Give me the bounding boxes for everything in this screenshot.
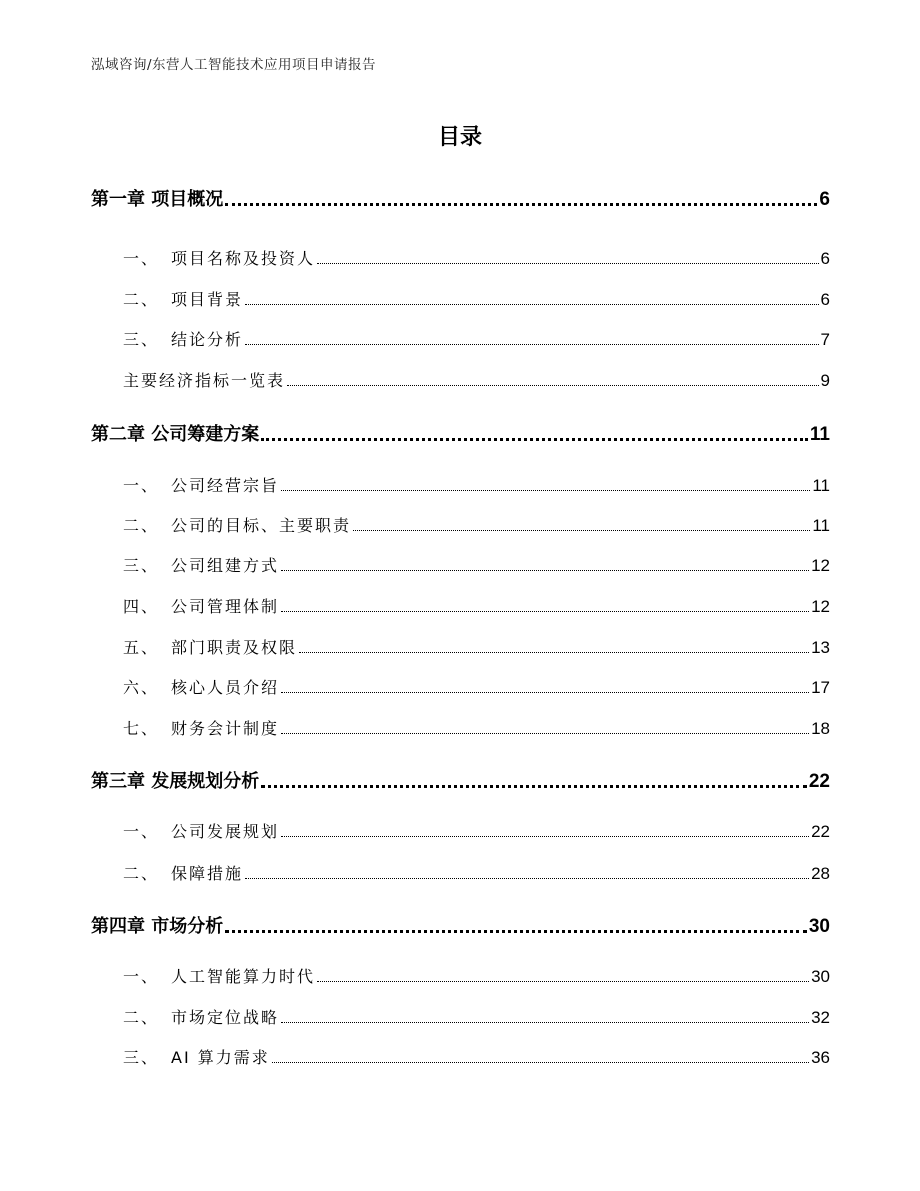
toc-page-number: 9 bbox=[820, 371, 830, 390]
toc-entry-text: 结论分析 bbox=[171, 330, 244, 349]
toc-page-number: 32 bbox=[811, 1008, 830, 1027]
toc-chapter-entry[interactable] bbox=[91, 185, 830, 211]
toc-page-number: 12 bbox=[811, 556, 830, 575]
toc-entry-label bbox=[123, 675, 279, 698]
toc-entry-text: 部门职责及权限 bbox=[171, 638, 298, 657]
toc-entry-number: 三、 bbox=[123, 1048, 160, 1067]
toc-entry-number: 二、 bbox=[123, 864, 160, 883]
dot-leader bbox=[281, 1021, 809, 1023]
dot-leader bbox=[261, 437, 808, 441]
toc-entry-number: 六、 bbox=[123, 678, 160, 697]
toc-section-entry[interactable] bbox=[123, 1046, 830, 1068]
toc-entry-text: 第三章 发展规划分析 bbox=[91, 771, 260, 792]
toc-section-entry[interactable] bbox=[123, 595, 830, 617]
toc-entry-text: 公司经营宗旨 bbox=[171, 476, 280, 495]
toc-entry-number: 七、 bbox=[123, 719, 160, 738]
dot-leader bbox=[225, 929, 807, 933]
dot-leader bbox=[261, 784, 807, 788]
toc-page-number: 13 bbox=[811, 638, 830, 657]
toc-entry-label bbox=[123, 861, 243, 884]
toc-section-entry[interactable] bbox=[123, 717, 830, 739]
toc-entry-label bbox=[123, 553, 279, 576]
toc-entry-number: 一、 bbox=[123, 967, 160, 986]
toc-entry-text: 市场定位战略 bbox=[171, 1008, 280, 1027]
toc-page-number: 7 bbox=[820, 330, 830, 349]
toc-entry-number: 二、 bbox=[123, 516, 160, 535]
toc-entry-text: 第一章 项目概况 bbox=[91, 189, 224, 210]
toc-entry-number: 四、 bbox=[123, 597, 160, 616]
toc-entry-text: 第四章 市场分析 bbox=[91, 916, 224, 937]
toc-entry-label bbox=[123, 819, 279, 842]
toc-section-entry[interactable] bbox=[123, 247, 830, 269]
toc-entry-text: 公司组建方式 bbox=[171, 556, 280, 575]
toc-section-entry[interactable] bbox=[123, 636, 830, 658]
dot-leader bbox=[245, 343, 819, 345]
toc-page-number: 6 bbox=[820, 249, 830, 268]
toc-entry-text: 人工智能算力时代 bbox=[171, 967, 316, 986]
toc-page-number: 6 bbox=[819, 189, 830, 210]
toc-table-entry[interactable] bbox=[123, 369, 830, 391]
toc-entry-number: 三、 bbox=[123, 556, 160, 575]
toc-section-entry[interactable] bbox=[123, 965, 830, 987]
toc-section-entry[interactable] bbox=[123, 820, 830, 842]
toc-entry-text: 第二章 公司筹建方案 bbox=[91, 424, 260, 445]
dot-leader bbox=[245, 877, 809, 879]
toc-entry-number: 一、 bbox=[123, 249, 160, 268]
toc-page-number: 36 bbox=[811, 1048, 830, 1067]
dot-leader bbox=[317, 262, 819, 264]
toc-entry-text: 公司的目标、主要职责 bbox=[171, 516, 352, 535]
toc-entry-label bbox=[123, 635, 297, 658]
toc-entry-text: 主要经济指标一览表 bbox=[123, 371, 286, 390]
toc-page-number: 22 bbox=[811, 822, 830, 841]
toc-page-number: 12 bbox=[811, 597, 830, 616]
toc-entry-text: 核心人员介绍 bbox=[171, 678, 280, 697]
dot-leader bbox=[281, 569, 809, 571]
toc-entry-label bbox=[123, 287, 243, 310]
toc-entry-text: 项目背景 bbox=[171, 290, 244, 309]
toc-entry-number: 一、 bbox=[123, 476, 160, 495]
dot-leader bbox=[299, 651, 809, 653]
toc-entry-text: AI 算力需求 bbox=[171, 1048, 270, 1067]
toc-section-entry[interactable] bbox=[123, 1006, 830, 1028]
toc-section-entry[interactable] bbox=[123, 474, 830, 496]
toc-entry-text: 保障措施 bbox=[171, 864, 244, 883]
toc-entry-label bbox=[91, 912, 223, 938]
toc-page-number: 17 bbox=[811, 678, 830, 697]
dot-leader bbox=[317, 980, 809, 982]
toc-page-number: 11 bbox=[809, 424, 830, 445]
toc-page-number: 28 bbox=[811, 864, 830, 883]
toc-entry-number: 一、 bbox=[123, 822, 160, 841]
toc-entry-label bbox=[123, 246, 315, 269]
toc-entry-text: 财务会计制度 bbox=[171, 719, 280, 738]
toc-page-number: 22 bbox=[808, 771, 830, 792]
dot-leader bbox=[281, 691, 809, 693]
dot-leader bbox=[272, 1061, 809, 1063]
toc-section-entry[interactable] bbox=[123, 676, 830, 698]
toc-entry-label bbox=[123, 716, 279, 739]
dot-leader bbox=[225, 202, 817, 206]
toc-entry-label bbox=[123, 513, 351, 536]
dot-leader bbox=[281, 835, 809, 837]
toc-chapter-entry[interactable] bbox=[91, 767, 830, 793]
toc-entry-number: 二、 bbox=[123, 1008, 160, 1027]
toc-entry-label bbox=[123, 1005, 279, 1028]
toc-entry-label bbox=[123, 368, 285, 391]
dot-leader bbox=[353, 529, 810, 531]
toc-page-number: 18 bbox=[811, 719, 830, 738]
toc-page-number: 11 bbox=[812, 476, 830, 495]
toc-section-entry[interactable] bbox=[123, 328, 830, 350]
toc-page-number: 30 bbox=[811, 967, 830, 986]
toc-entry-text: 公司发展规划 bbox=[171, 822, 280, 841]
toc-chapter-entry[interactable] bbox=[91, 420, 830, 446]
dot-leader bbox=[281, 489, 810, 491]
dot-leader bbox=[281, 732, 809, 734]
toc-section-entry[interactable] bbox=[123, 862, 830, 884]
toc-entry-text: 项目名称及投资人 bbox=[171, 249, 316, 268]
toc-entry-label bbox=[123, 964, 315, 987]
toc-entry-label bbox=[91, 420, 259, 446]
toc-entry-label bbox=[123, 473, 279, 496]
toc-section-entry[interactable] bbox=[123, 554, 830, 576]
toc-entry-number: 三、 bbox=[123, 330, 160, 349]
toc-section-entry[interactable] bbox=[123, 514, 830, 536]
toc-entry-label bbox=[91, 185, 223, 211]
toc-entry-label bbox=[123, 594, 279, 617]
toc-section-entry[interactable] bbox=[123, 288, 830, 310]
dot-leader bbox=[281, 610, 809, 612]
toc-entry-label bbox=[123, 327, 243, 350]
toc-entry-label bbox=[123, 1045, 270, 1068]
running-header: 泓域咨询/东营人工智能技术应用项目申请报告 bbox=[91, 57, 377, 73]
toc-entry-label bbox=[91, 767, 259, 793]
dot-leader bbox=[287, 384, 819, 386]
toc-page-number: 30 bbox=[808, 916, 830, 937]
toc-entry-text: 公司管理体制 bbox=[171, 597, 280, 616]
dot-leader bbox=[245, 303, 819, 305]
toc-title: 目录 bbox=[437, 125, 482, 150]
toc-entry-number: 五、 bbox=[123, 638, 160, 657]
toc-entry-number: 二、 bbox=[123, 290, 160, 309]
toc-chapter-entry[interactable] bbox=[91, 912, 830, 938]
toc-page-number: 6 bbox=[820, 290, 830, 309]
toc-page-number: 11 bbox=[812, 516, 830, 535]
